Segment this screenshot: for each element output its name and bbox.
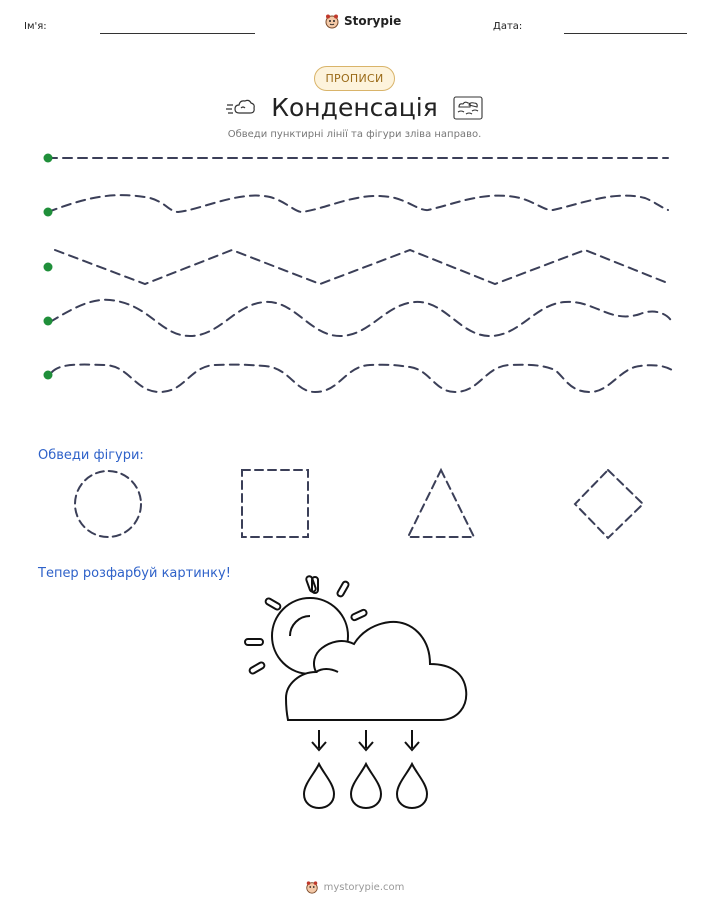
trace-shapes-row (0, 462, 709, 548)
rain-drop (351, 764, 381, 808)
logo-text: Storypie (344, 14, 402, 28)
trace-square[interactable] (242, 470, 308, 537)
steam-puff-icon (225, 95, 257, 121)
footer (0, 880, 709, 894)
storypie-logo (324, 13, 401, 29)
coloring-section-label: Тепер розфарбуй картинку! (38, 566, 231, 581)
tracing-line-rounded-wave[interactable] (52, 365, 672, 392)
storypie-mascot-icon (324, 13, 340, 29)
tracing-line-gentle-wave[interactable] (48, 195, 668, 212)
trace-diamond[interactable] (575, 470, 643, 538)
start-dot (44, 263, 53, 272)
trace-triangle[interactable] (408, 470, 474, 537)
tracing-line-zigzag[interactable] (55, 250, 670, 284)
rain-arrows (312, 730, 419, 750)
worksheet-type-badge: ПРОПИСИ (314, 66, 394, 91)
start-dot (44, 208, 53, 217)
name-field-line[interactable] (100, 33, 255, 34)
tracing-line-wave[interactable] (50, 300, 672, 336)
page-title: Конденсація (271, 93, 438, 122)
name-label: Ім'я: (24, 21, 47, 32)
tracing-lines-area (0, 140, 709, 400)
storypie-mascot-icon (305, 880, 319, 894)
date-field-line[interactable] (564, 33, 687, 34)
condensation-cloud-icon (452, 95, 484, 121)
date-label: Дата: (493, 21, 523, 32)
start-dot (44, 371, 53, 380)
footer-website[interactable]: mystorypie.com (323, 881, 405, 893)
rain-drop (304, 764, 334, 808)
sun-cloud-rain-drops-illustration[interactable] (230, 572, 480, 812)
start-dot (44, 154, 53, 163)
instructions-subtitle: Обведи пунктирні лінії та фігури зліва направо. (227, 129, 482, 140)
rain-drop (397, 764, 427, 808)
start-dot (44, 317, 53, 326)
shapes-section-label: Обведи фігури: (38, 448, 144, 463)
trace-circle[interactable] (75, 471, 141, 537)
